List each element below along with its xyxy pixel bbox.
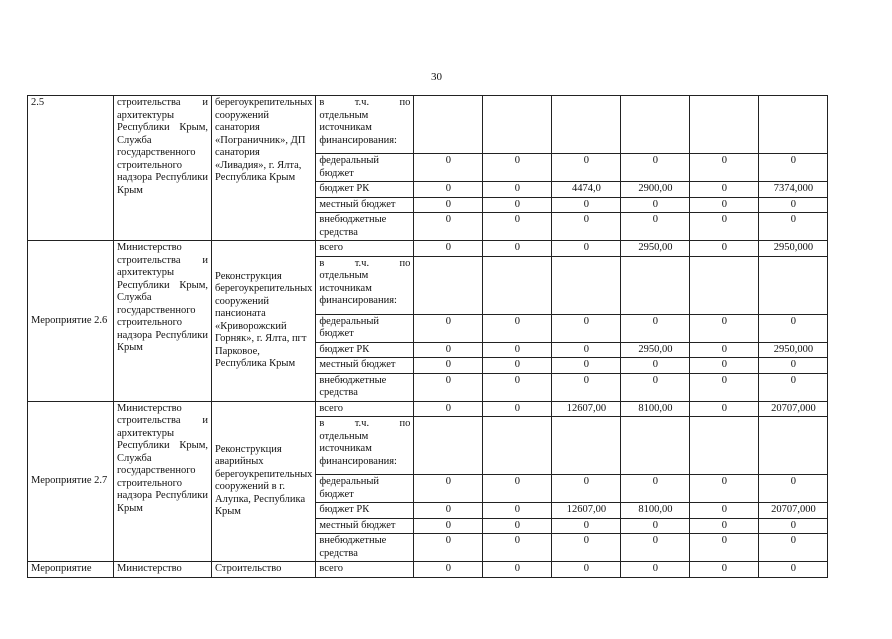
page-number: 30: [431, 71, 442, 83]
incl-label: в т.ч. по отдельным источникам финансирования:: [316, 256, 414, 314]
table-row: федеральный бюджет 0 0 0 0 0 0: [28, 154, 828, 182]
table-row: местный бюджет 0 0 0 0 0 0: [28, 358, 828, 374]
row-label: федеральный бюджет: [316, 154, 414, 182]
measure-cell: 2.5: [28, 96, 114, 241]
table-row: Мероприятие 2.6 Министерство строительства и архитектуры Республики Крым, Служба государственного строительного надзора Республики Крым Реконструкция берегоукрепительных сооружений пансионата «Криворожский Горняк», г. Ялта, пгт Парковое, Республика Крым всего 0 0 0 2950,00 0 2950,000: [28, 241, 828, 257]
table-row: бюджет РК 0 0 4474,0 2900,00 0 7374,000: [28, 182, 828, 198]
table-row: федеральный бюджет 0 0 0 0 0 0: [28, 314, 828, 342]
table-row: бюджет РК 0 0 0 2950,00 0 2950,000: [28, 342, 828, 358]
incl-label: в т.ч. по отдельным источникам финансирования:: [316, 417, 414, 475]
measure-cell: Мероприятие: [28, 562, 114, 578]
measure-cell: Мероприятие 2.6: [28, 241, 114, 402]
row-label: местный бюджет: [316, 197, 414, 213]
incl-label: в т.ч. по отдельным источникам финансирования:: [316, 96, 414, 154]
row-label: внебюджетные средства: [316, 373, 414, 401]
row-label: внебюджетные средства: [316, 213, 414, 241]
row-label: федеральный бюджет: [316, 475, 414, 503]
table-row: [28, 96, 828, 154]
object-cell: берегоукрепительных сооружений санатория «Пограничник», ДП санатория «Ливадия», г. Ялта, Республика Крым: [212, 96, 316, 241]
executor-cell: строительства и архитектуры Республики Крым, Служба государственного строительного надзора Республики Крым: [114, 96, 212, 241]
table-row: внебюджетные средства 0 0 0 0 0 0: [28, 213, 828, 241]
row-label: внебюджетные средства: [316, 534, 414, 562]
executor-cell: Министерство строительства и архитектуры Республики Крым, Служба государственного строительного надзора Республики Крым: [114, 241, 212, 402]
row-label: местный бюджет: [316, 518, 414, 534]
row-label: федеральный бюджет: [316, 314, 414, 342]
row-label: всего: [316, 241, 414, 257]
object-cell: Реконструкция берегоукрепительных сооружений пансионата «Криворожский Горняк», г. Ялта, пгт Парковое, Республика Крым: [212, 241, 316, 402]
row-label: бюджет РК: [316, 342, 414, 358]
row-label: местный бюджет: [316, 358, 414, 374]
row-label: всего: [316, 401, 414, 417]
table-row: Мероприятие 2.7 Министерство строительства и архитектуры Республики Крым, Служба государственного строительного надзора Республики Крым Реконструкция аварийных берегоукрепительных сооружений в г. Алупка, Республика Крым всего 0 0 12607,00 8100,00 0 20707,000: [28, 401, 828, 417]
table-row: федеральный бюджет 0 0 0 0 0 0: [28, 475, 828, 503]
object-cell: Реконструкция аварийных берегоукрепительных сооружений в г. Алупка, Республика Крым: [212, 401, 316, 562]
table-row: местный бюджет 0 0 0 0 0 0: [28, 197, 828, 213]
table-row: внебюджетные средства 0 0 0 0 0 0: [28, 534, 828, 562]
table-row: Мероприятие Министерство Строительство всего 0 0 0 0 0 0: [28, 562, 828, 578]
row-label: бюджет РК: [316, 503, 414, 519]
table-row: местный бюджет 0 0 0 0 0 0: [28, 518, 828, 534]
table-row: внебюджетные средства 0 0 0 0 0 0: [28, 373, 828, 401]
financing-table: [27, 95, 828, 578]
executor-cell: Министерство: [114, 562, 212, 578]
executor-cell: Министерство строительства и архитектуры Республики Крым, Служба государственного строительного надзора Республики Крым: [114, 401, 212, 562]
row-label: всего: [316, 562, 414, 578]
table-row: бюджет РК 0 0 12607,00 8100,00 0 20707,000: [28, 503, 828, 519]
object-cell: Строительство: [212, 562, 316, 578]
measure-cell: Мероприятие 2.7: [28, 401, 114, 562]
row-label: бюджет РК: [316, 182, 414, 198]
